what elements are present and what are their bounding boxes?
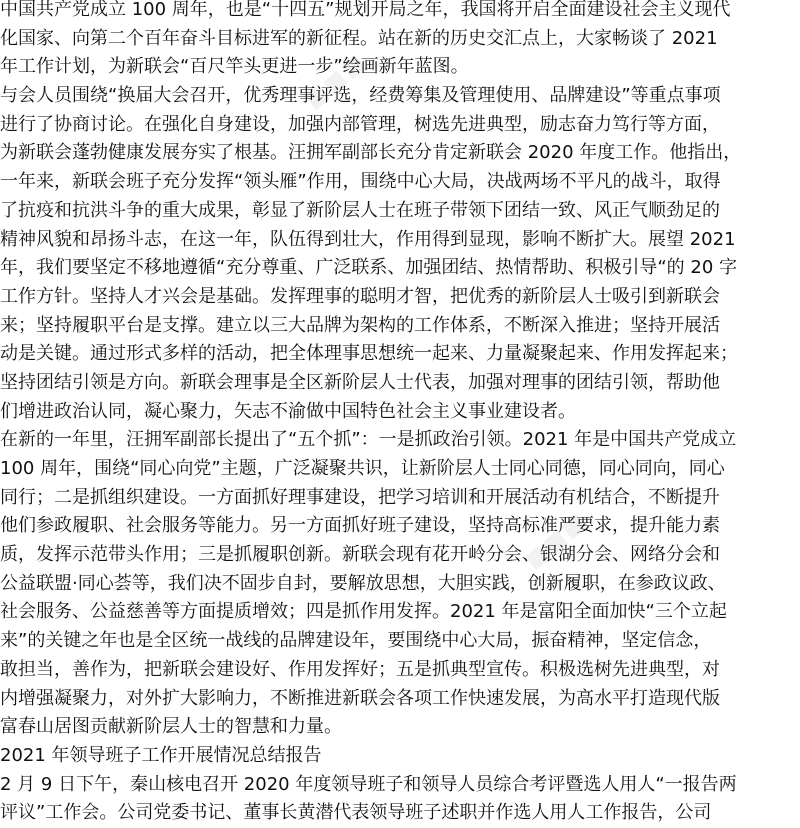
text-line: 在新的一年里，汪拥军副部长提出了“五个抓”：一是抓政治引领。2021 年是中国共产党成立 [0, 429, 737, 451]
text-line: 动是关键。通过形式多样的活动，把全体理事思想统一起来、力量凝聚起来、作用发挥起来； [0, 343, 738, 365]
text-line: 们增进政治认同，凝心聚力，矢志不渝做中国特色社会主义事业建设者。 [0, 400, 576, 422]
text-line: 评议”工作会。公司党委书记、董事长黄潜代表领导班子述职并作选人用人工作报告，公司 [0, 802, 712, 824]
text-line: 中国共产党成立 100 周年，也是“十四五”规划开局之年，我国将开启全面建设社会主义现代 [0, 0, 731, 20]
text-line: 他们参政履职、社会服务等能力。另一方面抓好班子建设，坚持高标准严要求，提升能力素 [0, 515, 720, 537]
text-line: 为新联会蓬勃健康发展夯实了根基。汪拥军副部长充分肯定新联会 2020 年度工作。他指出， [0, 142, 742, 164]
text-line: 内增强凝聚力，对外扩大影响力，不断推进新联会各项工作快速发展，为高水平打造现代版 [0, 687, 720, 709]
text-line: 与会人员围绕“换届大会召开，优秀理事评选，经费筹集及管理使用、品牌建设”等重点事项 [0, 85, 721, 107]
text-line: 坚持团结引领是方向。新联会理事是全区新阶层人士代表，加强对理事的团结引领，帮助他 [0, 371, 720, 393]
text-line: 精神风貌和昂扬斗志，在这一年，队伍得到壮大，作用得到显现，影响不断扩大。展望 2021 [0, 228, 736, 250]
text-line: 公益联盟·同心荟等，我们决不固步自封，要解放思想，大胆实践，创新履职，在参政议政、 [0, 572, 726, 594]
text-line: 同行；二是抓组织建设。一方面抓好理事建设，把学习培训和开展活动有机结合，不断提升 [0, 486, 720, 508]
text-line: 工作方针。坚持人才兴会是基础。发挥理事的聪明才智，把优秀的新阶层人士吸引到新联会 [0, 285, 720, 307]
text-line: 来”的关键之年也是全区统一战线的品牌建设年，要围绕中心大局，振奋精神，坚定信念， [0, 630, 712, 652]
text-line: 了抗疫和抗洪斗争的重大成果，彰显了新阶层人士在班子带领下团结一致、风正气顺劲足的 [0, 199, 720, 221]
text-line: 2 月 9 日下午，秦山核电召开 2020 年度领导班子和领导人员综合考评暨选人用人“一报告两 [0, 773, 737, 795]
text-line: 年工作计划，为新联会“百尺竿头更进一步”绘画新年蓝图。 [0, 56, 469, 78]
text-line: 富春山居图贡献新阶层人士的智慧和力量。 [0, 716, 342, 738]
text-line: 一年来，新联会班子充分发挥“领头雁”作用，围绕中心大局，决战两场不平凡的战斗，取得 [0, 171, 721, 193]
text-line: 年，我们要坚定不移地遵循“充分尊重、广泛联系、加强团结、热情帮助、积极引导“的 20 字 [0, 257, 737, 279]
text-line: 化国家、向第二个百年奋斗目标进军的新征程。站在新的历史交汇点上，大家畅谈了 2021 [0, 27, 718, 49]
text-line: 100 周年，围绕“同心向党”主题，广泛凝聚共识，让新阶层人士同心同德，同心同向，同心 [0, 458, 725, 479]
text-line: 敢担当，善作为，把新联会建设好、作用发挥好；五是抓典型宣传。积极选树先进典型，对 [0, 658, 720, 680]
section-heading: 2021 年领导班子工作开展情况总结报告 [0, 744, 322, 766]
text-line: 来；坚持履职平台是支撑。建立以三大品牌为架构的工作体系，不断深入推进；坚持开展活 [0, 314, 720, 336]
watermark: ■■■ [294, 42, 376, 120]
watermark: ■■■ [514, 502, 596, 580]
text-line: 进行了协商讨论。在强化自身建设，加强内部管理，树选先进典型，励志奋力笃行等方面， [0, 113, 720, 135]
text-line: 社会服务、公益慈善等方面提质增效；四是抓作用发挥。2021 年是富阳全面加快“三个立起 [0, 601, 727, 623]
text-line: 质，发挥示范带头作用；三是抓履职创新。新联会现有花开岭分会、银湖分会、网络分会和 [0, 544, 720, 566]
